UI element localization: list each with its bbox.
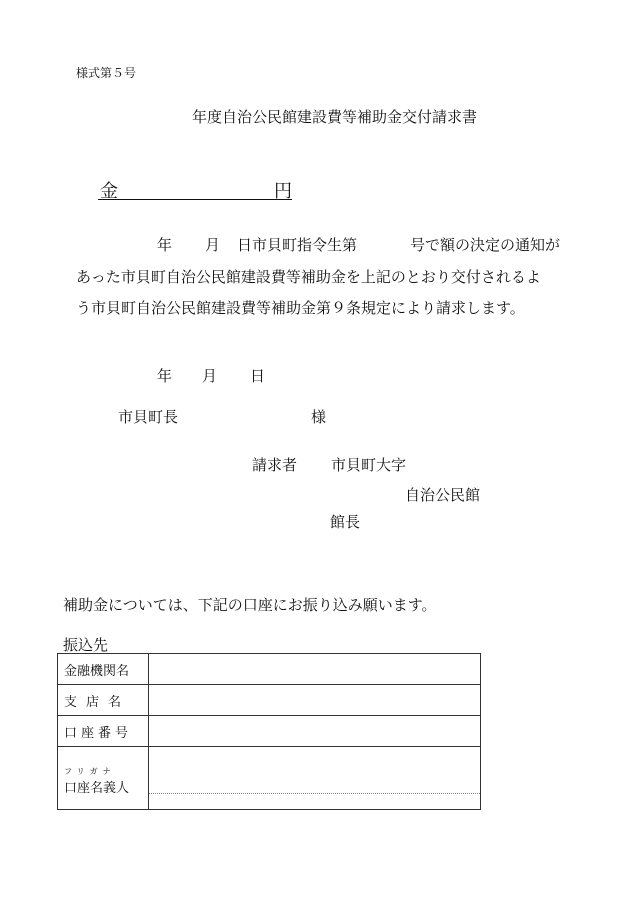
transfer-note: 補助金については、下記の口座にお振り込み願います。 [63, 596, 437, 614]
branch-name-label: 支店名 [58, 685, 149, 716]
addressee-honorific: 様 [311, 408, 327, 426]
body-line1-end: 号で額の決定の通知が [410, 236, 561, 254]
requester-address: 市貝町大字 [331, 456, 407, 474]
transfer-destination-label: 振込先 [63, 636, 109, 654]
form-number: 様式第５号 [76, 66, 137, 80]
body-line3: う市貝町自治公民館建設費等補助金第９条規定により請求します。 [76, 299, 525, 317]
document-title: 年度自治公民館建設費等補助金交付請求書 [192, 108, 478, 126]
account-number-label: 口座番号 [58, 716, 149, 747]
account-table [57, 653, 481, 810]
furigana-label: フリガナ [64, 767, 116, 776]
bank-name-field[interactable] [149, 654, 481, 685]
date-year: 年 [157, 367, 173, 385]
account-holder-label: 口座名義人 [64, 781, 130, 796]
table-row [58, 747, 481, 810]
body-line2: あった市貝町自治公民館建設費等補助金を上記のとおり交付されるよ [76, 268, 541, 286]
amount-line [98, 177, 292, 200]
requester-label: 請求者 [252, 456, 298, 474]
table-row [58, 685, 481, 716]
date-month: 月 [202, 367, 218, 385]
account-number-field[interactable] [149, 716, 481, 747]
bank-name-label: 金融機関名 [58, 654, 149, 685]
body-day-reference: 日市貝町指令生第 [237, 236, 358, 254]
amount-suffix: 円 [274, 181, 292, 202]
body-year: 年 [157, 236, 173, 254]
furigana-field[interactable] [149, 762, 480, 794]
date-day: 日 [250, 367, 266, 385]
body-month: 月 [205, 236, 221, 254]
amount-prefix: 金 [100, 181, 118, 202]
requester-title: 館長 [330, 513, 361, 531]
table-row [58, 716, 481, 747]
account-holder-field[interactable] [149, 747, 481, 810]
addressee-name: 市貝町長 [118, 408, 179, 426]
table-row [58, 654, 481, 685]
account-holder-label-cell [58, 747, 149, 810]
branch-name-field[interactable] [149, 685, 481, 716]
requester-hall: 自治公民館 [405, 486, 481, 504]
